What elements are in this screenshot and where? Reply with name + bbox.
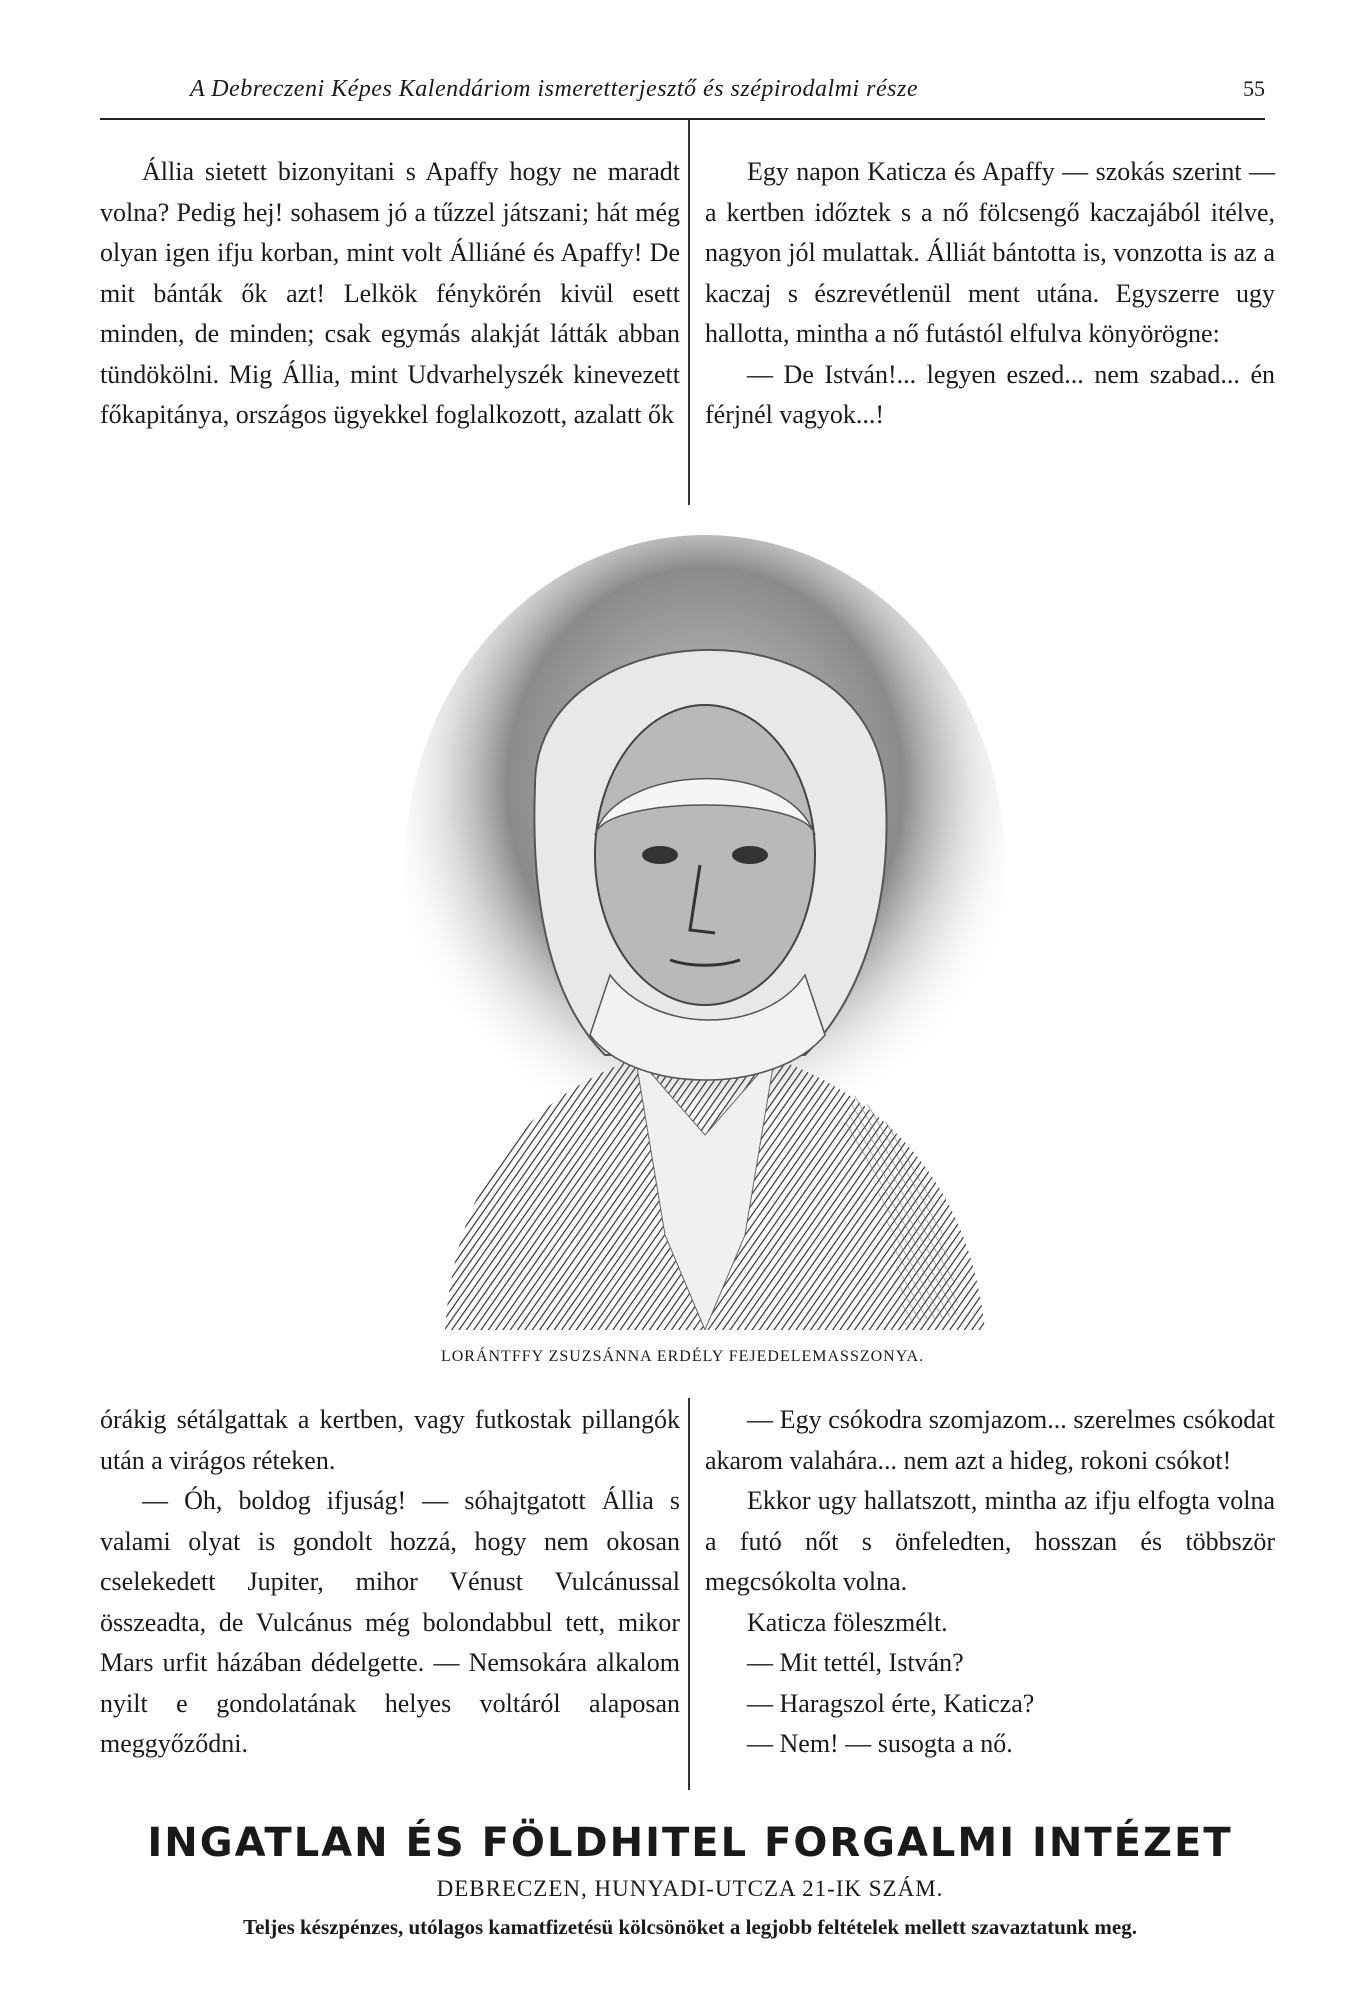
paragraph: — Óh, boldog ifjuság! — sóhajtgatott Állia s valami olyat is gondolt hozzá, hogy nem okosan cselekedett Jupiter, mihor Vénust Vulcánussal összeadta, de Vulcánus még bolondabbul tett, mikor Mars urfit házában dédelgette. — Nemsokára alkalom nyilt e gondolatának helyes voltáról alaposan meggyőződni. <box>100 1486 680 1758</box>
page-number: 55 <box>1243 76 1265 101</box>
paragraph: — Nem! — susogta a nő. <box>747 1729 1013 1758</box>
portrait-engraving-icon <box>385 535 1025 1330</box>
paragraph: Állia sietett bizonyitani s Apaffy hogy ne maradt volna? Pedig hej! sohasem jó a tűzzel játszani; hát még olyan igen ifju korban, mint volt Álliáné és Apaffy! De mit bánták ők azt! Lelkök fénykörén kivül esett minden, de minden; csak egymás alakját látták abban tündökölni. Mig Állia, mint Udvarhelyszék kinevezett főkapitánya, országos ügyekkel foglalkozott, azalatt ők <box>100 157 680 429</box>
advertisement <box>100 1818 1280 1942</box>
column-divider-bottom <box>688 1398 690 1790</box>
running-title: A Debreczeni Képes Kalendáriom ismeretterjesztő és szépirodalmi része <box>190 76 918 102</box>
column-top-right <box>705 152 1275 436</box>
column-top-left <box>100 152 680 436</box>
column-divider-top <box>688 120 690 505</box>
column-bottom-right <box>705 1400 1275 1765</box>
paragraph: — Mit tettél, István? <box>747 1648 964 1677</box>
paragraph: — Egy csókodra szomjazom... szerelmes csókodat akarom valahára... nem azt a hideg, rokoni csókot! <box>705 1405 1275 1475</box>
paragraph: — De István!... legyen eszed... nem szabad... én férjnél vagyok...! <box>705 359 1275 429</box>
paragraph: Ekkor ugy hallatszott, mintha az ifju elfogta volna a futó nőt s önfeledten, hosszan és többször megcsókolta volna. <box>705 1486 1275 1596</box>
column-bottom-left <box>100 1400 680 1765</box>
paragraph: órákig sétálgattak a kertben, vagy futkostak pillangók után a virágos réteken. <box>100 1405 680 1475</box>
paragraph: — Haragszol érte, Katicza? <box>747 1688 1035 1718</box>
illustration-caption: LORÁNTFFY ZSUZSÁNNA ERDÉLY FEJEDELEMASSZONYA. <box>440 1348 925 1365</box>
advertisement-text: Teljes készpénzes, utólagos kamatfizetésü kölcsönöket a legjobb feltételek mellett szavaztatunk meg. <box>243 1915 1137 1939</box>
paragraph: Katicza föleszmélt. <box>747 1607 948 1637</box>
advertisement-title: INGATLAN ÉS FÖLDHITEL FORGALMI INTÉZET <box>147 1820 1233 1866</box>
page-header <box>100 70 1265 120</box>
paragraph: Egy napon Katicza és Apaffy — szokás szerint — a kertben időztek s a nő fölcsengő kaczajából itélve, nagyon jól mulattak. Álliát bántotta is, vonzotta is az a kaczaj s észrevétlenül ment utána. Egyszerre ugy hallotta, mintha a nő futástól elfulva könyörögne: <box>705 157 1275 348</box>
advertisement-address: DEBRECZEN, HUNYADI-UTCZA 21-IK SZÁM. <box>436 1876 944 1901</box>
